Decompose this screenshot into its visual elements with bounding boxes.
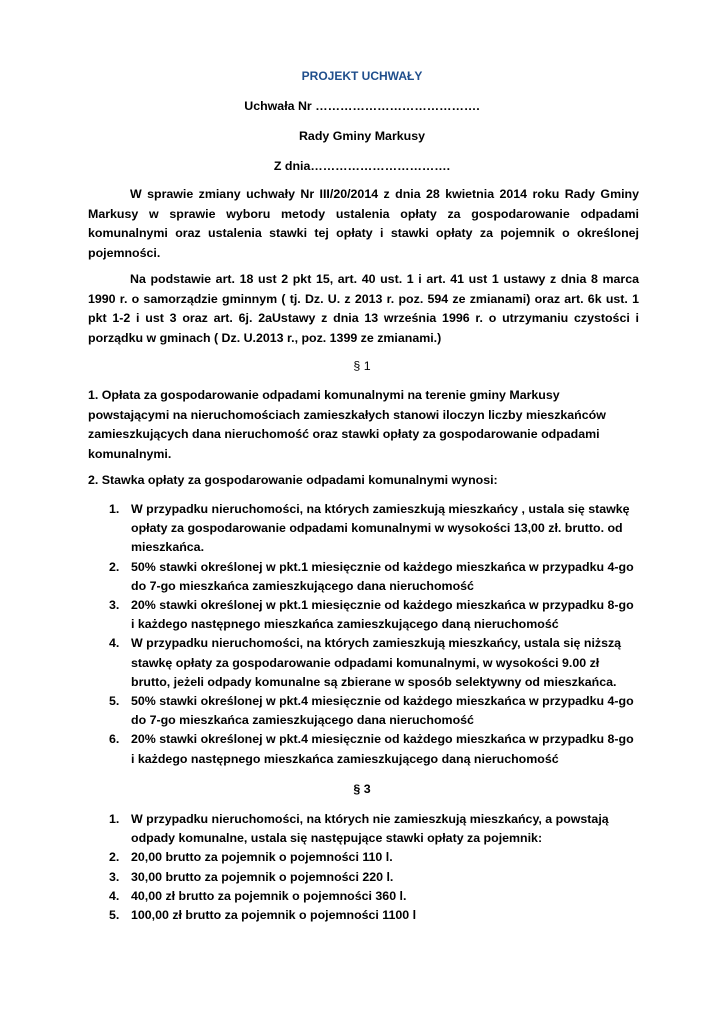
list-item-number: 4. [109,888,120,903]
container-rates-list [88,810,639,925]
resolution-number: Uchwała Nr …………………………………. [244,99,480,113]
list-item-number: 6. [109,732,120,747]
list-item-text: 20% stawki określonej w pkt.1 miesięcznie od każdego mieszkańca w przypadku 8-go i każdego następnego mieszkańca zamieszkującego daną nieruchomość [131,598,634,632]
list-item-number: 1. [109,812,120,826]
section-3-heading: § 3 [353,782,371,796]
list-item-number: 4. [109,636,120,651]
list-item-number: 3. [109,598,120,613]
list-item [88,868,639,887]
list-item-number: 5. [109,694,120,709]
list-item-number: 2. [109,559,120,574]
draft-title: PROJEKT UCHWAŁY [301,69,423,83]
list-item-text: 50% stawki określonej w pkt.4 miesięcznie od każdego mieszkańca w przypadku 4-go do 7-go mieszkańca zamieszkującego dana nieruchomość [131,694,634,728]
list-item [88,848,639,867]
list-item [88,500,639,558]
list-item-text: 100,00 zł brutto za pojemnik o pojemności 1100 l [131,908,417,923]
list-item-text: 50% stawki określonej w pkt.1 miesięcznie od każdego mieszkańca w przypadku 4-go do 7-go mieszkańca zamieszkującego dana nieruchomość [131,559,634,593]
list-item [88,558,639,596]
list-item-text: W przypadku nieruchomości, na których nie zamieszkują mieszkańcy, a powstają odpady komunalne, ustala się następujące stawki opłaty za pojemnik: [131,812,609,846]
list-item-text: 20,00 brutto za pojemnik o pojemności 110 l. [131,850,393,865]
list-item-number: 5. [109,908,120,923]
legal-basis-paragraph: Na podstawie art. 18 ust 2 pkt 15, art. 40 ust. 1 i art. 41 ust 1 ustawy z dnia 8 marca 1990 r. o samorządzie gminnym ( tj. Dz. U. z 2013 r. poz. 594 ze zmianami) oraz art. 6k ust. 1 pkt 1-2 i ust 3 oraz art. 6j. 2aUstawy z dnia 13 września 1996 r. o utrzymaniu czystości i porządku w gminach ( Dz. U.2013 r., poz. 1399 ze zmianami.) [88,272,639,345]
list-item [88,634,639,692]
section-1-heading: § 1 [353,359,371,373]
list-item-text: 30,00 brutto za pojemnik o pojemności 220 l. [131,869,394,884]
list-item-number: 3. [109,869,120,884]
subject-paragraph: W sprawie zmiany uchwały Nr III/20/2014 z dnia 28 kwietnia 2014 roku Rady Gminy Markusy w sprawie wyboru metody ustalenia opłaty za gospodarowanie odpadami komunalnymi oraz ustalenia stawki tej opłaty i stawki opłaty za pojemnik o określonej pojemności. [88,187,639,260]
section-1-point-2: 2. Stawka opłaty za gospodarowanie odpadami komunalnymi wynosi: [88,473,498,487]
section-1-point-1: 1. Opłata za gospodarowanie odpadami komunalnymi na terenie gminy Markusy powstającymi na nieruchomościach zamieszkałych stanowi iloczyn liczby mieszkańców zamieszkujących dana nieruchomość oraz stawki opłaty za gospodarowanie odpadami komunalnymi. [88,388,606,461]
council-name: Rady Gminy Markusy [298,129,426,143]
list-item [88,887,639,906]
list-item [88,730,639,768]
list-item-text: 40,00 zł brutto za pojemnik o pojemności 360 l. [131,888,407,903]
list-item [88,906,639,925]
list-item [88,692,639,730]
list-item [88,596,639,634]
resolution-date: Z dnia……………………………. [273,159,451,173]
list-item-number: 2. [109,850,120,865]
list-item-text: 20% stawki określonej w pkt.4 miesięcznie od każdego mieszkańca w przypadku 8-go i każdego następnego mieszkańca zamieszkującego daną nieruchomość [131,732,634,766]
list-item-number: 1. [109,502,120,516]
rates-list [88,500,639,769]
list-item-text: W przypadku nieruchomości, na których zamieszkują mieszkańcy , ustala się stawkę opłaty za gospodarowanie odpadami komunalnymi w wysokości 13,00 zł. brutto. od mieszkańca. [131,502,630,555]
list-item-text: W przypadku nieruchomości, na których zamieszkują mieszkańcy, ustala się niższą stawkę opłaty za gospodarowanie odpadami komunalnymi, w wysokości 9.00 zł brutto, jeżeli odpady komunalne są zbierane w sposób selektywny od mieszkańca. [131,636,622,689]
list-item [88,810,639,848]
